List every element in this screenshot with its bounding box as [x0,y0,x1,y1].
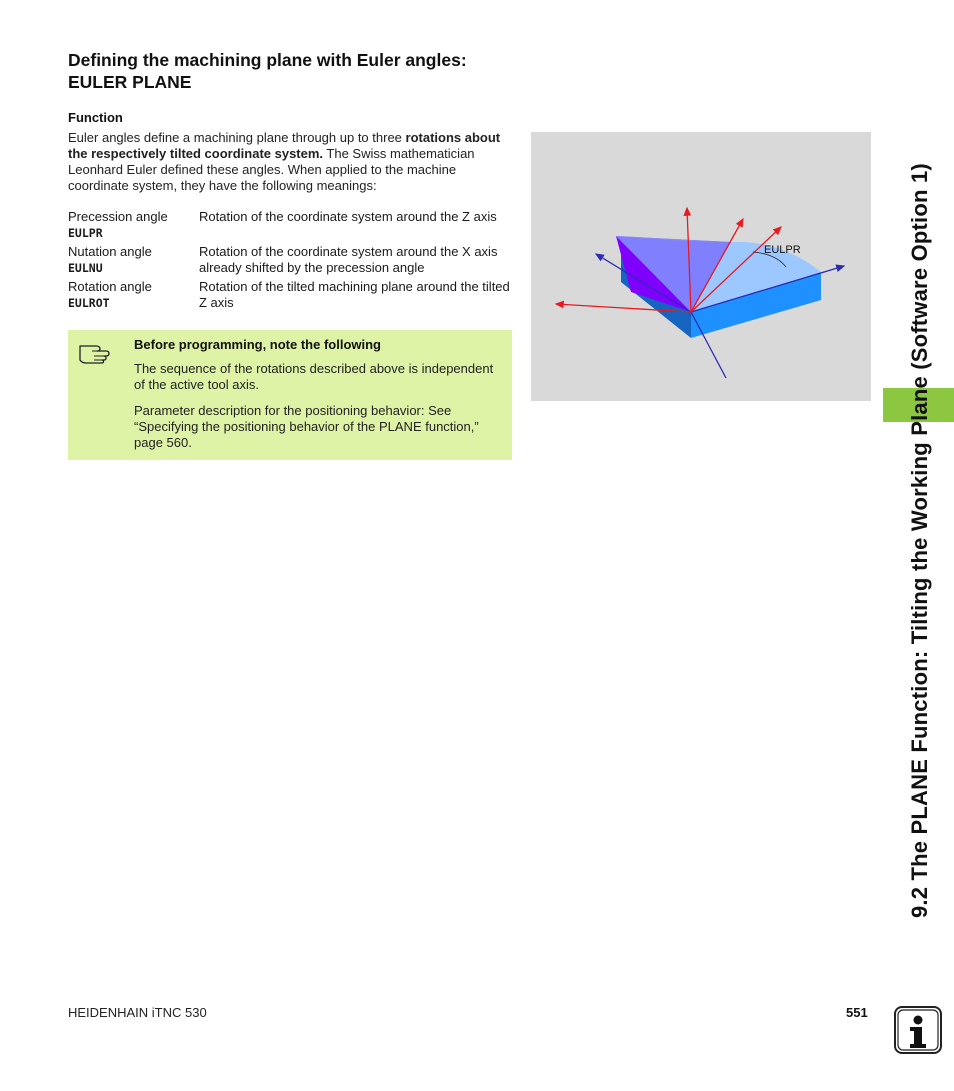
page-number: 551 [846,1005,868,1020]
definition-term [68,279,199,311]
definition-description: Rotation of the coordinate system around the X axis already shifted by the precession angle [199,244,498,275]
intro-bold-text: rotations about the respectively tilted coordinate system. [68,130,501,161]
pointing-hand-icon [78,338,112,364]
term-label: Rotation angle [68,279,152,294]
term-label: Precession angle [68,209,168,224]
definition-row [68,279,512,311]
term-code: EULNU [68,261,103,275]
intro-text-1: Euler angles define a machining plane through up to three [68,130,406,145]
definition-row [68,209,512,241]
footer-product: HEIDENHAIN iTNC 530 [68,1005,207,1020]
definition-term [68,209,199,241]
note-box [68,330,512,460]
term-code: EULROT [68,296,110,310]
page-title [68,49,538,93]
term-label: Nutation angle [68,244,152,259]
note-paragraph: Parameter description for the positioning behavior: See “Specifying the positioning behavior of the PLANE function,” page 560. [134,403,479,450]
chapter-side-title: 9.2 The PLANE Function: Tilting the Working Plane (Software Option 1) [907,163,932,918]
term-code: EULPR [68,226,103,240]
euler-plane-illustration [531,132,871,401]
definition-table [68,209,512,314]
title-line-1: Defining the machining plane with Euler angles: [68,50,467,70]
note-paragraph: The sequence of the rotations described above is independent of the active tool axis. [134,361,494,392]
euler-plane-diagram [531,132,871,401]
definition-description: Rotation of the coordinate system around the Z axis [199,209,497,224]
function-heading: Function [68,110,123,125]
definition-description: Rotation of the tilted machining plane around the tilted Z axis [199,279,510,310]
intro-text-2: The Swiss mathematician Leonhard Euler defined these angles. When applied to the machine coordinate system, they have the following meanings: [68,146,475,193]
info-icon [894,1006,942,1054]
figure-label: EULPR [764,244,801,256]
definition-row [68,244,512,276]
note-heading: Before programming, note the following [134,337,381,352]
title-line-2: EULER PLANE [68,72,192,92]
intro-paragraph [68,130,512,194]
definition-term [68,244,199,276]
